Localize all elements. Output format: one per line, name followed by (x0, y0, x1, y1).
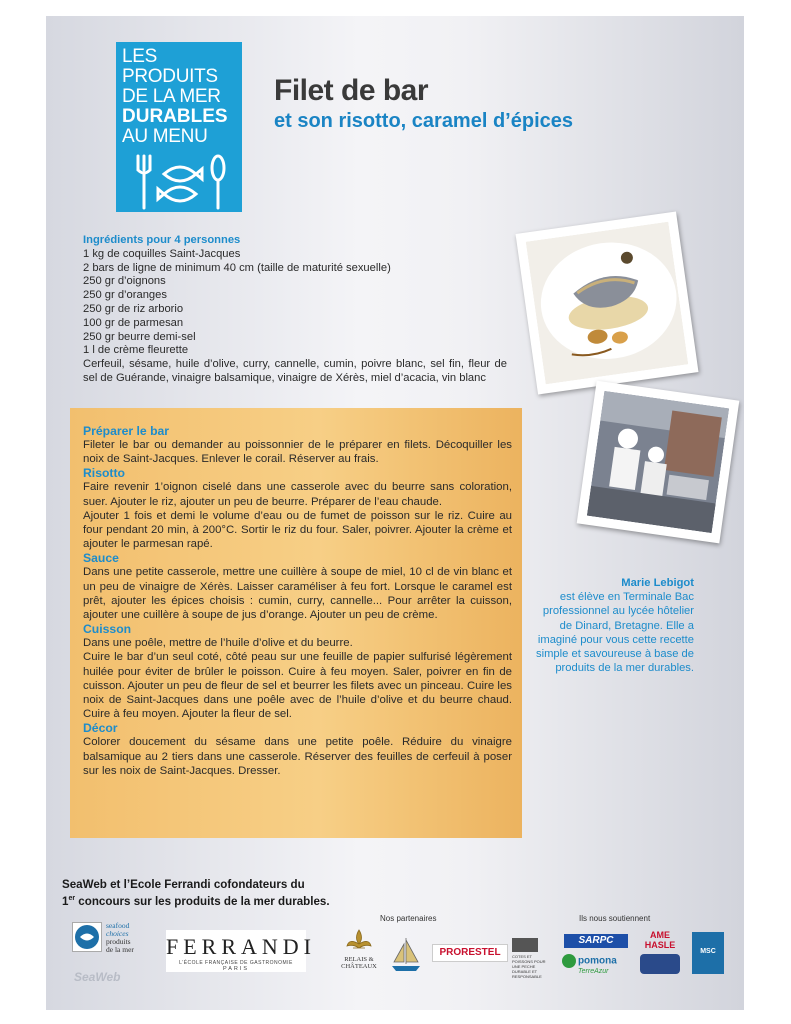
founders-line-2 (62, 892, 392, 909)
step-title-decor: Décor (83, 721, 118, 736)
sailboat-icon (388, 934, 424, 974)
step-text: Colorer doucement du sésame dans une petite poêle. Réduire du vinaigre balsamique au 2 tiers dans une casserole. Réserver des feuilles de cerfeuil à poser sur les noix de Saint-Jacques. Dresser. (83, 736, 512, 777)
msc-label: MSC (692, 932, 724, 974)
seafood-text: seafood (106, 921, 130, 930)
step-text: Dans une petite casserole, mettre une cuillère à soupe de miel, 10 cl de vin blanc et un peu de vinaigre de Xérès. Laisser caraméliser à feu fort. Lorsque le caramel est prêt, ajouter les épices choisis : cumin, curry, cannelle... Pour arrêter la cuisson, ajouter une cuillère à soupe de jus d’orange. Ajouter un peu de crème. (83, 566, 512, 622)
ferrandi-subtitle: L’ÉCOLE FRANÇAISE DE GASTRONOMIE (179, 960, 293, 966)
kitchen-photo (577, 381, 740, 544)
fish-icon (73, 923, 101, 951)
ame-hasle-logo (636, 930, 684, 952)
founders-ordinal-sup: er (68, 895, 76, 902)
step-text: Faire revenir 1’oignon ciselé dans une casserole avec du beurre sans coloration, suer. Ajouter le riz, ajouter un peu de beurre. Préparer de l’eau chaude. (83, 481, 512, 508)
recipe-page (46, 16, 744, 1010)
prorestel-logo: PRORESTEL (432, 944, 508, 962)
ingredient-item: 2 bars de ligne de minimum 40 cm (taille de maturité sexuelle) (83, 261, 391, 274)
preparation-box (70, 408, 522, 838)
ame-hasle-text: AME HASLE (644, 930, 676, 950)
step-title-bar: Préparer le bar (83, 424, 170, 438)
pomona-logo (562, 954, 628, 976)
dish-photo (516, 212, 699, 395)
ingredient-item: 100 gr de parmesan (83, 316, 184, 329)
author-description: est élève en Terminale Bac professionnel au lycée hôtelier de Dinard, Bretagne. Elle a imaginé pour vous cette recette simple et savoureuse à base de produits de la mer durables. (536, 591, 694, 675)
ingredient-item: 1 kg de coquilles Saint-Jacques (83, 247, 241, 260)
kitchen-students-image (587, 391, 729, 533)
ingredient-item: 1 l de crème fleurette (83, 344, 189, 357)
terreazur-text: TerreAzur (578, 968, 609, 975)
ingredient-item: 250 gr d’oranges (83, 289, 167, 302)
relais-chateaux-logo (336, 928, 382, 970)
ingredient-item: 250 gr d’oignons (83, 275, 166, 288)
author-bio (536, 576, 694, 675)
ingredients-list (83, 234, 507, 386)
sailboat-logo (386, 934, 426, 974)
produits-text: produits (106, 937, 131, 946)
choices-text: choices (106, 929, 129, 938)
ingredient-item: 250 gr de riz arborio (83, 302, 184, 315)
ingredient-item: Cerfeuil, sésame, huile d’olive, curry, cannelle, cumin, poivre blanc, sel fin, fleur de sel de Guérande, vinaigre balsamique, vinaigre de Xérès, miel d’acacia, vin blanc (83, 358, 507, 384)
step-title-risotto: Risotto (83, 466, 125, 481)
ferrandi-logo (166, 930, 317, 972)
step-text: Fileter le bar ou demander au poissonnier de le préparer en filets. Décoquiller les noix de Saint-Jacques. Enlever le corail. Réserver au frais. (83, 439, 512, 466)
relais-text: RELAIS & (344, 956, 374, 963)
founders-note (62, 878, 392, 909)
pomona-text: pomona (577, 955, 617, 967)
chateaux-text: CHÂTEAUX (341, 963, 377, 970)
logo-line-1: LES PRODUITS (122, 46, 218, 87)
logo-line-3: DURABLES (122, 106, 228, 127)
recipe-title: Filet de bar (274, 74, 429, 107)
step-title-sauce: Sauce (83, 551, 119, 566)
step-text: Ajouter 1 fois et demi le volume d’eau ou de fumet de poisson sur le riz. Cuire au four pendant 20 min, à 200°C. Sortir le riz du four. Saler, poivrer. Ajouter la crème et ajouter le parmesan rapé. (83, 509, 512, 551)
ferrandi-name: FERRANDI (166, 934, 317, 959)
seafood-choices-logo (72, 922, 152, 992)
ferrandi-city: PARIS (222, 966, 250, 972)
plated-dish-image (526, 222, 689, 385)
partners-label: Nos partenaires (380, 914, 437, 923)
step-title-cuisson: Cuisson (83, 622, 132, 637)
founders-line-1: SeaWeb et l’Ecole Ferrandi cofondateurs du (62, 878, 305, 891)
sarpc-logo: SARPC (564, 934, 628, 948)
author-name: Marie Lebigot (621, 577, 694, 589)
step-text: Cuire le bar d’un seul coté, côté peau sur une feuille de papier sulfurisé légèrement huilée pour éviter de brûler le poisson. Cuire à feu moyen. Saler, poivrer en fin de cuisson. Ajouter un peu de fleur de sel et beurrer les filets avec un pinceau. Cuire les noix de Saint-Jacques dans une poêle avec de l’huile d’olive et du beurre chaud. Cuire à feu moyen. Ajouter la fleur de sel. (83, 651, 512, 721)
step-text: Dans une poêle, mettre de l’huile d’olive et du beurre. (83, 637, 353, 650)
recipe-subtitle: et son risotto, caramel d’épices (274, 110, 573, 132)
founders-ordinal: 1 (62, 894, 69, 908)
cotes-poissons-logo (512, 938, 552, 979)
partner-badge-icon (640, 954, 680, 974)
logo-line-2: DE LA MER (122, 86, 221, 107)
supporters-label: Ils nous soutiennent (579, 914, 651, 923)
founders-line-2-text: concours sur les produits de la mer durables. (75, 894, 330, 908)
ingredient-item: 250 gr beurre demi-sel (83, 330, 196, 343)
fleur-de-lis-icon (344, 928, 374, 954)
logo-line-4: AU MENU (122, 126, 208, 147)
fork-fish-spoon-icon (130, 154, 230, 210)
pomona-icon (562, 954, 576, 968)
seaweb-logo-text: SeaWeb (74, 970, 121, 984)
cotes-poissons-text: COTES ET POISSONS POUR UNE PECHE DURABLE ET RESPONSABLE (512, 954, 546, 979)
de-la-mer-text: de la mer (106, 945, 134, 954)
ingredients-heading: Ingrédients pour 4 personnes (83, 234, 241, 246)
sustainable-seafood-logo (116, 42, 242, 212)
